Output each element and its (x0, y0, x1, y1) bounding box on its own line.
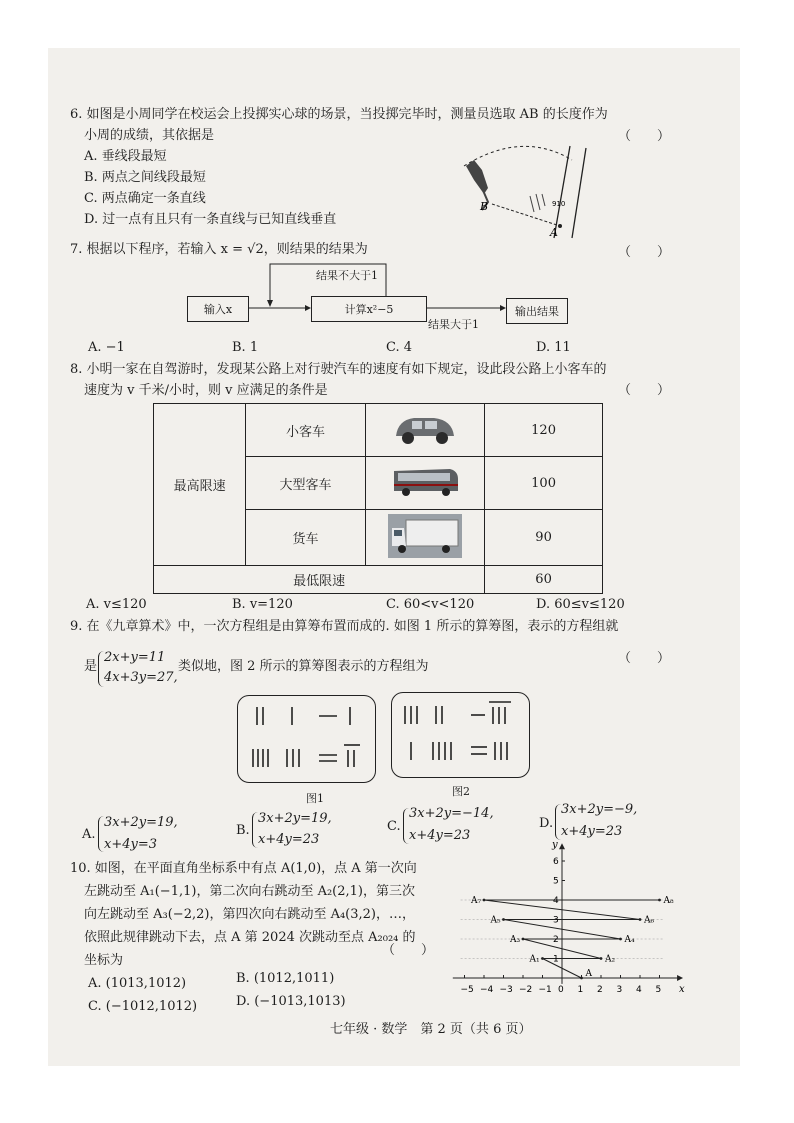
q7-box-input: 输入x (187, 296, 249, 322)
q6-figure-shotput (452, 138, 602, 240)
q9-option-c-eq2: x+4y=23 (409, 828, 471, 843)
q7-answer-paren: （ ） (618, 245, 671, 260)
q7-label-greater: 结果大于1 (428, 318, 479, 331)
q10-x-tick-label-2: −3 (499, 985, 513, 995)
q9-figure2-rods (391, 692, 528, 776)
q6-option-b: B. 两点之间线段最短 (84, 170, 206, 185)
q10-x-tick-label-7: 2 (597, 985, 603, 995)
q9-answer-paren: （ ） (618, 651, 671, 666)
q10-x-tick-label-9: 4 (636, 985, 642, 995)
q8-max-limit-label: 最高限速 (154, 404, 246, 566)
q8-row-truck-image (365, 510, 485, 566)
q10-point-0 (580, 977, 583, 980)
q10-x-axis-label: x (679, 984, 685, 995)
q10-y-axis-label: y (552, 840, 558, 851)
q10-point-label-5: A₅ (490, 915, 501, 926)
q10-point-label-1: A₁ (529, 954, 540, 965)
q8-option-d: D. 60≤v≤120 (536, 597, 625, 612)
q10-line4: 依照此规律跳动下去，点 A 第 2024 次跳动至点 A₂₀₂₄ 的 (84, 930, 416, 945)
q10-line1: 10. 如图，在平面直角坐标系中有点 A(1,0)，点 A 第一次向 (70, 861, 417, 876)
q6-tape-label: 910 (552, 200, 566, 208)
q6-thrower-figure (466, 160, 488, 194)
q6-option-a: A. 垂线段最短 (84, 149, 167, 164)
q7-box-compute: 计算x²−5 (311, 296, 427, 322)
q7-option-c: C. 4 (386, 340, 413, 355)
q8-row-coach-value: 100 (485, 457, 603, 510)
q10-x-tick-label-6: 1 (577, 985, 584, 995)
q10-line2: 左跳动至 A₁(−1,1)，第二次向右跳动至 A₂(2,1)，第三次 (84, 884, 415, 899)
q8-answer-paren: （ ） (618, 383, 671, 398)
q10-y-tick-label-0: 1 (553, 954, 559, 965)
q10-point-label-0: A (585, 969, 592, 979)
q9-stem-line1: 9. 在《九章算术》中，一次方程组是由算筹布置而成的. 如图 1 所示的算筹图，表示的方程组就 (70, 619, 619, 634)
q7-label-not-greater: 结果不大于1 (316, 269, 378, 282)
q10-x-tick-label-0: −5 (460, 985, 474, 995)
q10-x-tick-label-4: −1 (538, 985, 552, 995)
q10-answer-paren: （ ） (382, 943, 435, 958)
q9-option-d-letter: D. (539, 816, 554, 831)
q10-line5: 坐标为 (84, 953, 124, 968)
q9-option-c-eq1: 3x+2y=−14, (409, 806, 494, 821)
q6-stem-line1: 6. 如图是小周同学在校运会上投掷实心球的场景，当投掷完毕时，测量员选取 AB 的长度作为 (70, 107, 608, 122)
q9-option-a-eq1: 3x+2y=19, (104, 815, 178, 830)
q10-point-label-6: A₆ (644, 915, 655, 926)
q6-option-c: C. 两点确定一条直线 (84, 191, 206, 206)
q6-label-a: A (550, 226, 558, 239)
q6-label-b: B (480, 200, 489, 213)
q8-min-limit-value: 60 (485, 566, 603, 594)
q7-option-a: A. −1 (88, 340, 125, 355)
q6-option-d: D. 过一点有且只有一条直线与已知直线垂直 (84, 212, 337, 227)
q9-option-b-eq1: 3x+2y=19, (258, 811, 332, 826)
q10-point-label-8: A₈ (663, 896, 674, 906)
car-icon (390, 408, 460, 448)
q9-stem-line2: 类似地，图 2 所示的算筹图表示的方程组为 (178, 659, 429, 674)
q9-option-b-eq2: x+4y=23 (258, 832, 320, 847)
q8-stem-line2: 速度为 v 千米/小时，则 v 应满足的条件是 (84, 383, 328, 398)
q10-y-tick-label-4: 5 (553, 876, 559, 887)
q8-min-limit-label: 最低限速 (154, 566, 485, 594)
q10-point-7 (483, 899, 486, 902)
q8-row-truck-name: 货车 (246, 510, 365, 566)
q10-tick-labels (461, 840, 686, 995)
q9-system-eq1: 2x+y=11 (104, 650, 166, 665)
q9-option-d-eq1: 3x+2y=−9, (561, 802, 638, 817)
q10-y-tick-label-3: 4 (553, 896, 559, 906)
q10-y-tick-label-1: 2 (553, 935, 559, 945)
q10-option-b: B. (1012,1011) (236, 971, 335, 986)
q9-figure2-caption: 图2 (452, 785, 470, 798)
q6-boundary-line-2 (572, 148, 586, 238)
q10-point-label-4: A₄ (624, 935, 635, 945)
q6-ball (558, 224, 562, 228)
q9-option-a-eq2: x+4y=3 (104, 837, 158, 852)
q9-option-b-letter: B. (236, 823, 250, 838)
q10-x-tick-label-1: −4 (480, 985, 494, 995)
q10-y-arrowhead (559, 843, 565, 849)
q8-row-car-value: 120 (485, 404, 603, 457)
q9-system-eq2: 4x+3y=27, (104, 670, 178, 685)
q9-option-a-letter: A. (82, 827, 96, 842)
q7-option-b: B. 1 (232, 340, 259, 355)
q9-option-c-letter: C. (387, 819, 401, 834)
q10-axes (453, 843, 683, 984)
q8-option-b: B. v=120 (232, 597, 293, 612)
q9-figure1-rods (237, 695, 374, 781)
q10-x-tick-label-8: 3 (616, 985, 623, 995)
q8-speed-limit-table (153, 403, 603, 594)
q9-figure1-caption: 图1 (306, 792, 324, 805)
q10-point-1 (541, 957, 544, 960)
q7-option-d: D. 11 (536, 340, 571, 355)
q8-row-car-name: 小客车 (246, 404, 365, 457)
q8-row-coach-image (365, 457, 485, 510)
truck-icon (388, 514, 462, 558)
q6-throw-arc (464, 146, 572, 166)
q9-stem-shi: 是 (84, 659, 98, 674)
bus-icon (390, 463, 460, 499)
q8-row-coach-name: 大型客车 (246, 457, 365, 510)
q8-row-truck-value: 90 (485, 510, 603, 566)
q10-option-c: C. (−1012,1012) (88, 999, 198, 1014)
q6-boundary-line-1 (554, 146, 570, 238)
q10-option-a: A. (1013,1012) (88, 976, 187, 991)
q10-point-label-2: A₂ (605, 954, 616, 965)
q10-point-label-7: A₇ (471, 896, 482, 906)
q8-option-a: A. v≤120 (86, 597, 147, 612)
q8-stem-line1: 8. 小明一家在自驾游时，发现某公路上对行驶汽车的速度有如下规定，设此段公路上小客车的 (70, 362, 607, 377)
q10-point-6 (639, 918, 642, 921)
q8-option-c: C. 60<v<120 (386, 597, 475, 612)
q10-x-tick-label-5: 0 (558, 985, 564, 995)
page-footer: 七年级 · 数学 第 2 页（共 6 页） (330, 1022, 532, 1037)
q10-point-3 (522, 938, 525, 941)
q9-option-d-eq2: x+4y=23 (561, 824, 623, 839)
q10-point-label-3: A₃ (510, 935, 521, 945)
q10-x-tick-label-3: −2 (519, 985, 533, 995)
q10-option-d: D. (−1013,1013) (236, 994, 346, 1009)
q10-y-tick-label-2: 3 (553, 915, 559, 926)
q6-stem-line2: 小周的成绩，其依据是 (84, 128, 215, 143)
q10-point-5 (502, 918, 505, 921)
q10-line3: 向左跳动至 A₃(−2,2)，第四次向右跳动至 A₄(3,2)，…， (84, 907, 415, 922)
q8-row-car-image (365, 404, 485, 457)
q10-point-2 (600, 957, 603, 960)
q7-arrowhead-loop (267, 300, 273, 307)
q6-segment-ab (492, 204, 560, 226)
q10-x-arrowhead (677, 975, 683, 981)
q10-x-tick-label-10: 5 (655, 985, 662, 995)
q10-coordinate-plane (452, 840, 692, 1012)
q10-y-tick-label-5: 6 (553, 857, 559, 867)
q7-stem: 7. 根据以下程序，若输入 x = √2，则结果的结果为 (70, 242, 368, 257)
q10-point-8 (658, 899, 661, 902)
q10-point-4 (619, 938, 622, 941)
q7-box-output: 输出结果 (506, 298, 568, 324)
q6-answer-paren: （ ） (618, 129, 671, 144)
q6-measurer-figure (530, 194, 545, 212)
